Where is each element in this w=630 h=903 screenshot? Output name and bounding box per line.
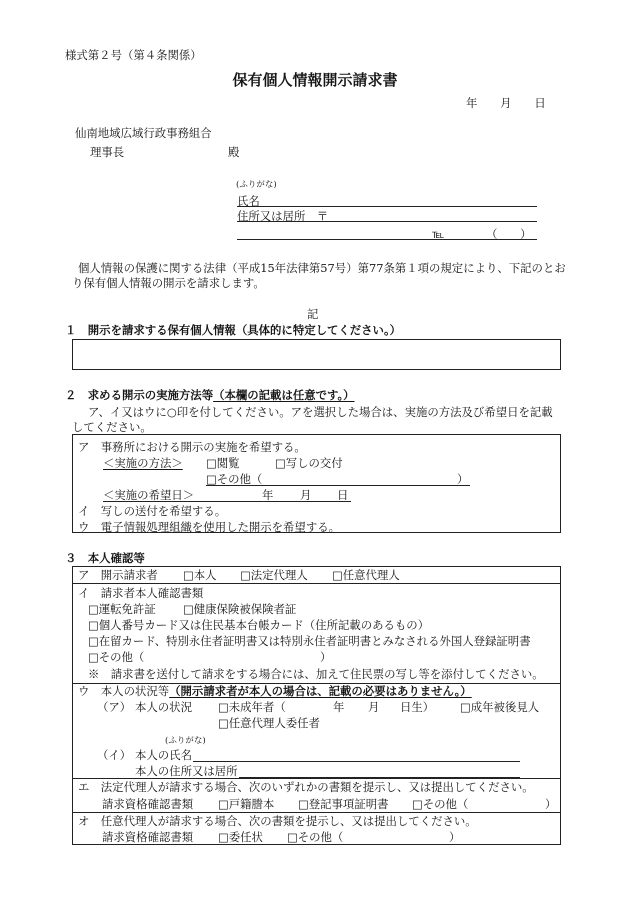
birth-year: 年 xyxy=(333,700,345,714)
id-other-checkbox: □その他（ xyxy=(88,650,145,664)
id-documents-label: イ 請求者本人確認書類 xyxy=(78,586,204,600)
adult-ward-checkbox: □成年被後見人 xyxy=(460,700,540,714)
date-day: 日 xyxy=(337,488,349,502)
principal-address-label: 本人の住所又は居所 xyxy=(135,764,238,778)
tel-label: ℡ xyxy=(432,227,445,241)
legal-agent-label: エ 法定代理人が請求する場合、次のいずれかの書類を提示し、又は提出してください。 xyxy=(78,780,534,794)
drivers-license-checkbox: □運転免許証 xyxy=(88,602,156,616)
page-title: 保有個人情報開示請求書 xyxy=(232,71,398,89)
section2-heading-text: ２ 求める開示の実施方法等 xyxy=(65,388,214,402)
principal-name-line xyxy=(193,761,520,762)
voluntary-agent-other-close: ） xyxy=(449,830,461,844)
birth-month: 月 xyxy=(368,700,380,714)
principal-status-heading xyxy=(78,684,472,698)
voluntary-agent-docs-label: 請求資格確認書類 xyxy=(102,830,194,844)
voluntary-agent-label: オ 任意代理人が請求する場合、次の書類を提示し、又は提出してください。 xyxy=(78,814,477,828)
row-id-documents xyxy=(73,584,560,684)
principal-checkbox: □任意代理人委任者 xyxy=(218,716,320,730)
principal-address-line xyxy=(239,777,520,778)
date-line xyxy=(103,501,351,502)
family-register-checkbox: □戸籍謄本 xyxy=(218,797,275,811)
principal-status-note: （開示請求者が本人の場合は、記載の必要はありません。） xyxy=(169,684,472,698)
date-label: ＜実施の希望日＞ xyxy=(103,488,195,502)
method-other-close: ） xyxy=(457,472,469,486)
section3-heading: ３ 本人確認等 xyxy=(65,551,145,565)
method-label: ＜実施の方法＞ xyxy=(103,456,183,470)
requester-voluntary-agent-checkbox: □任意代理人 xyxy=(332,568,400,582)
registry-cert-checkbox: □登記事項証明書 xyxy=(298,797,389,811)
my-number-card-checkbox: □個人番号カード又は住民基本台帳カード（住所記載のあるもの） xyxy=(88,618,430,632)
ki-marker: 記 xyxy=(307,307,319,321)
sub-a-marker: （ア） xyxy=(97,700,132,714)
method-copy-checkbox: □写しの交付 xyxy=(275,456,343,470)
intro-line-2: り保有個人情報の開示を請求します。 xyxy=(72,276,265,290)
option-i-label: イ 写しの送付を希望する。 xyxy=(78,504,227,518)
power-of-attorney-checkbox: □委任状 xyxy=(218,830,263,844)
principal-name-label: 本人の氏名 xyxy=(135,748,192,762)
id-documents-note: ※ 請求書を送付して請求をする場合には、加えて住民票の写し等を添付してください。 xyxy=(88,667,544,681)
requester-legal-agent-checkbox: □法定代理人 xyxy=(240,568,308,582)
principal-furigana-label: (ふりがな) xyxy=(165,736,206,746)
method-view-checkbox: □閲覧 xyxy=(206,456,240,470)
minor-checkbox: □未成年者（ xyxy=(218,700,286,714)
row-voluntary-agent xyxy=(73,813,560,846)
residence-card-checkbox: □在留カード、特別永住者証明書又は特別永住者証明書とみなされる外国人登録証明書 xyxy=(88,634,531,648)
option-a-label: ア 事務所における開示の実施を希望する。 xyxy=(78,440,306,454)
principal-status-label: ウ 本人の状況等 xyxy=(78,684,170,698)
voluntary-agent-other-checkbox: □その他（ xyxy=(287,830,344,844)
honorific: 殿 xyxy=(228,145,240,159)
legal-agent-other-checkbox: □その他（ xyxy=(412,797,469,811)
recipient-org: 仙南地域広域行政事務組合 xyxy=(75,126,212,140)
applicant-name-label: 氏名 xyxy=(237,194,260,208)
date-field: 年 月 日 xyxy=(466,96,546,110)
requester-label: ア 開示請求者 xyxy=(78,568,158,582)
row-requester xyxy=(73,567,560,584)
section1-input-box xyxy=(72,339,561,370)
section1-heading: １ 開示を請求する保有個人情報（具体的に特定してください。） xyxy=(65,323,402,337)
row-principal-status xyxy=(73,684,560,779)
applicant-address-line xyxy=(237,221,537,222)
date-month: 月 xyxy=(300,488,312,502)
option-u-label: ウ 電子情報処理組織を使用した開示を希望する。 xyxy=(78,520,340,534)
legal-agent-docs-label: 請求資格確認書類 xyxy=(102,797,194,811)
method-other-checkbox: □その他（ xyxy=(206,472,263,486)
applicant-name-line xyxy=(237,206,537,207)
applicant-furigana-label: (ふりがな) xyxy=(236,180,277,190)
form-number: 様式第２号（第４条関係） xyxy=(65,48,202,62)
tel-parens: （ ） xyxy=(486,227,532,241)
recipient-title: 理事長 xyxy=(90,145,125,159)
section2-options-box xyxy=(72,434,561,533)
applicant-address-label: 住所又は居所 〒 xyxy=(237,209,329,223)
section2-instruction-2: してください。 xyxy=(72,420,152,434)
health-insurance-checkbox: □健康保険被保険者証 xyxy=(183,602,297,616)
intro-line-1: 個人情報の保護に関する法律（平成15年法律第57号）第77条第１項の規定により、下記のとお xyxy=(78,261,566,275)
applicant-tel-line xyxy=(237,239,537,240)
status-label: 本人の状況 xyxy=(135,700,192,714)
birth-day: 日生） xyxy=(400,700,435,714)
date-year: 年 xyxy=(262,488,274,502)
legal-agent-other-close: ） xyxy=(545,797,557,811)
section2-heading xyxy=(65,388,355,402)
section2-instruction-1: ア、イ又はウに○印を付してください。アを選択した場合は、実施の方法及び希望日を記載 xyxy=(88,405,553,419)
sub-i-marker: （イ） xyxy=(97,748,132,762)
identity-table xyxy=(72,566,561,845)
requester-self-checkbox: □本人 xyxy=(183,568,217,582)
section2-heading-note: （本欄の記載は任意です。） xyxy=(213,388,355,402)
row-legal-agent xyxy=(73,779,560,813)
id-other-close: ） xyxy=(320,650,332,664)
method-other-line xyxy=(206,485,470,486)
